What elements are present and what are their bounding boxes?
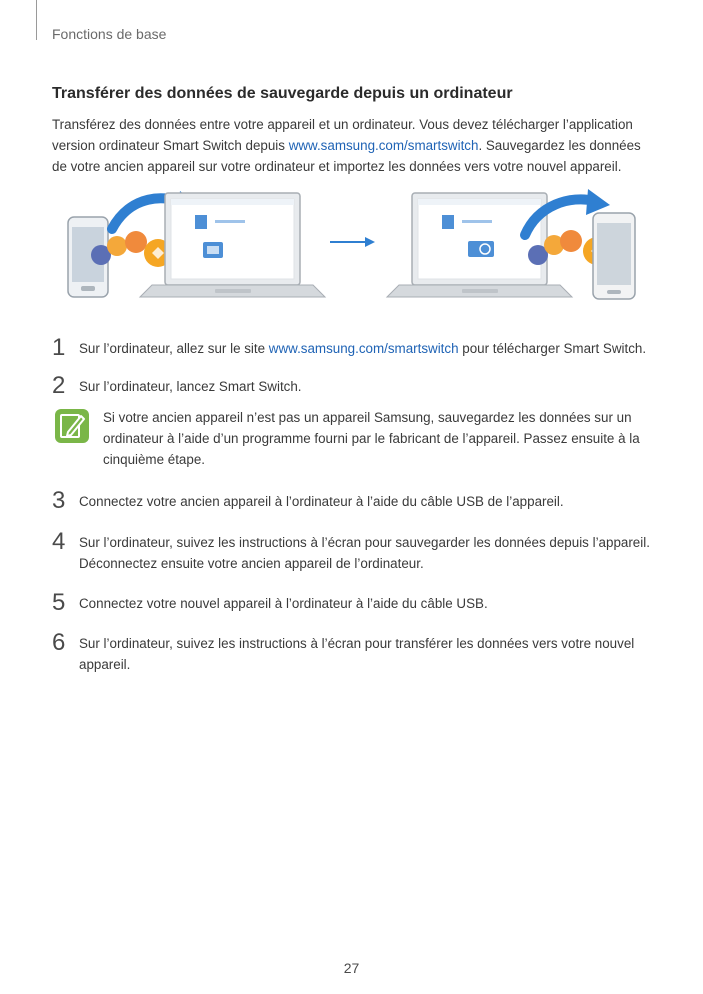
page-title: Transférer des données de sauvegarde depuis un ordinateur <box>52 85 513 102</box>
step-number: 1 <box>52 334 66 361</box>
step-text: Sur l’ordinateur, suivez les instructions à l’écran pour transférer les données vers votre nouvel appareil. <box>79 636 635 672</box>
step-text <box>79 338 654 359</box>
middle-arrow-icon <box>330 237 375 247</box>
step-number: 5 <box>52 589 66 616</box>
step-text: Sur l’ordinateur, suivez les instructions à l’écran pour sauvegarder les données depuis l’appareil. Déconnectez ensuite votre ancien appareil de l’ordinateur. <box>79 535 650 571</box>
page-number: 27 <box>343 960 360 976</box>
note-text: Si votre ancien appareil n’est pas un appareil Samsung, sauvegardez les données sur un ordinateur à l’aide d’un programme fourni par le fabricant de l’appareil. Passez ensuite à la cinquième étape. <box>103 410 640 467</box>
smartswitch-link[interactable]: www.samsung.com/smartswitch <box>268 341 459 356</box>
step-text: Connectez votre nouvel appareil à l’ordinateur à l’aide du câble USB. <box>79 596 488 611</box>
step-number: 3 <box>52 487 66 514</box>
new-phone-icon <box>593 213 635 299</box>
step-number: 6 <box>52 629 66 656</box>
smartswitch-link[interactable]: www.samsung.com/smartswitch <box>288 138 479 153</box>
transfer-illustration <box>60 185 645 315</box>
section-header: Fonctions de base <box>52 26 167 42</box>
step-number: 2 <box>52 372 66 399</box>
step-text: Sur l’ordinateur, lancez Smart Switch. <box>79 379 302 394</box>
laptop-left-icon <box>140 193 325 297</box>
step-text: Connectez votre ancien appareil à l’ordinateur à l’aide du câble USB de l’appareil. <box>79 494 564 509</box>
intro-text-end: . Sauvegardez les données de votre ancien appareil sur votre ordinateur et importez les données vers votre nouvel appareil. <box>52 138 641 174</box>
page-corner-line <box>36 0 37 40</box>
step-text-end: pour télécharger Smart Switch. <box>458 341 647 356</box>
note-icon <box>54 408 90 444</box>
intro-paragraph <box>52 114 652 177</box>
step-text-start: Sur l’ordinateur, allez sur le site <box>79 341 269 356</box>
step-number: 4 <box>52 528 66 555</box>
intro-text-start: Transférez des données entre votre appareil et un ordinateur. Vous devez télécharger l’application version ordinateur Smart Switch depuis <box>52 117 633 153</box>
